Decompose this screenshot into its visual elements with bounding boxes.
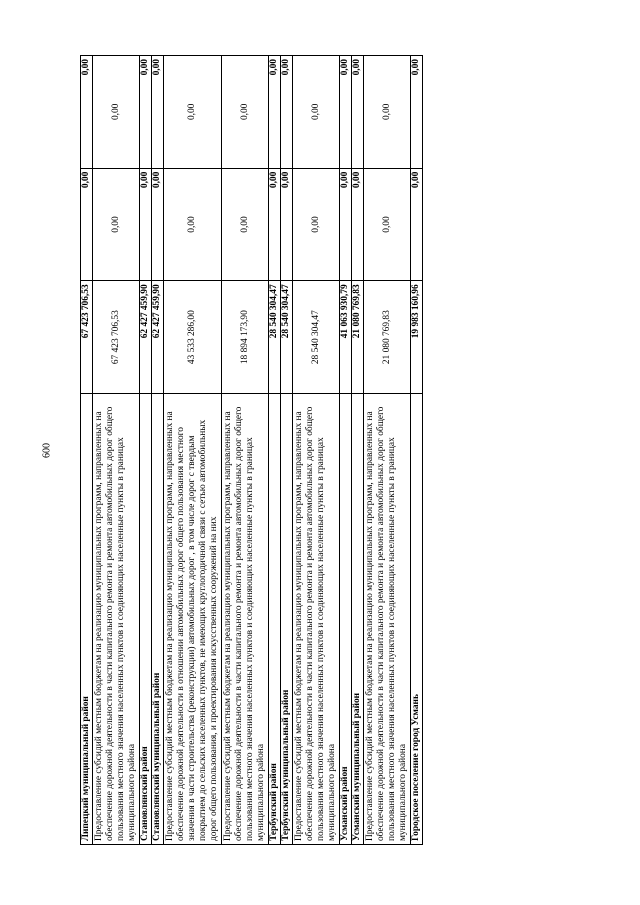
row-value-2-cell: 0,00 [81,168,93,281]
row-value-3-cell: 0,00 [364,56,411,169]
row-name-cell: Предоставление субсидий местным бюджетам на реализацию муниципальных программ, направленных на обеспечение дорожной деятельности в отношении автомобильных дорог общего пользования местного значения в части строительства (реконструкции) автомобильных дорог , в том числе дорог с твердым покрытием до сельских населенных пунктов, не имеющих круглогодичной связи с сетью автомобильных дорог общего пользования, и проектирования искусственных сооружений на них [164,394,222,845]
row-value-1-cell: 67 423 706,53 [81,281,93,394]
table-row [93,56,140,845]
row-value-1-cell: 41 063 930,79 [340,281,352,394]
row-value-3-cell: 0,00 [164,56,222,169]
budget-table [80,55,423,845]
row-value-2-cell: 0,00 [140,168,152,281]
row-name-cell: Предоставление субсидий местным бюджетам на реализацию муниципальных программ, направленных на обеспечение дорожной деятельности в части капитального ремонта и ремонта автомобильных дорог общего пользования местного значения населенных пунктов и соединяющих населенные пункты в границах муниципального района [364,394,411,845]
row-name-cell: Становлянский район [140,394,152,845]
table-row [340,56,352,845]
row-value-3-cell: 0,00 [340,56,352,169]
row-value-2-cell: 0,00 [293,168,340,281]
row-name-cell: Городское поселение город Усмань [411,394,423,845]
row-name-cell: Тербунский район [269,394,281,845]
table-row [411,56,423,845]
budget-table-body [81,56,423,845]
rotated-table-container [80,55,590,845]
row-name-cell: Усманский район [340,394,352,845]
row-name-cell: Липецкий муниципальный район [81,394,93,845]
table-row [352,56,364,845]
row-value-1-cell: 19 983 160,96 [411,281,423,394]
row-value-3-cell: 0,00 [152,56,164,169]
table-row [140,56,152,845]
row-value-1-cell: 62 427 459,90 [140,281,152,394]
row-value-2-cell: 0,00 [340,168,352,281]
table-row [164,56,222,845]
row-value-3-cell: 0,00 [93,56,140,169]
row-value-3-cell: 0,00 [269,56,281,169]
row-value-2-cell: 0,00 [93,168,140,281]
row-value-2-cell: 0,00 [411,168,423,281]
row-value-3-cell: 0,00 [411,56,423,169]
row-value-1-cell: 62 427 459,90 [152,281,164,394]
table-row [364,56,411,845]
row-name-cell: Тербунский муниципальный район [281,394,293,845]
table-row [81,56,93,845]
row-name-cell: Предоставление субсидий местным бюджетам на реализацию муниципальных программ, направленных на обеспечение дорожной деятельности в части капитального ремонта и ремонта автомобильных дорог общего пользования местного значения населенных пунктов и соединяющих населенные пункты в границах муниципального района [222,394,269,845]
row-value-3-cell: 0,00 [81,56,93,169]
row-name-cell: Предоставление субсидий местным бюджетам на реализацию муниципальных программ, направленных на обеспечение дорожной деятельности в части капитального ремонта и ремонта автомобильных дорог общего пользования местного значения населенных пунктов и соединяющих населенные пункты в границах муниципального района [93,394,140,845]
row-value-1-cell: 18 894 173,90 [222,281,269,394]
row-value-3-cell: 0,00 [281,56,293,169]
row-value-1-cell: 28 540 304,47 [281,281,293,394]
table-row [293,56,340,845]
row-value-2-cell: 0,00 [164,168,222,281]
table-row [281,56,293,845]
row-value-2-cell: 0,00 [269,168,281,281]
row-value-1-cell: 43 533 286,00 [164,281,222,394]
row-value-2-cell: 0,00 [222,168,269,281]
row-value-1-cell: 21 080 769,83 [352,281,364,394]
row-value-3-cell: 0,00 [352,56,364,169]
row-value-1-cell: 67 423 706,53 [93,281,140,394]
page-number: 600 [41,443,53,458]
row-value-2-cell: 0,00 [281,168,293,281]
row-value-2-cell: 0,00 [152,168,164,281]
row-value-3-cell: 0,00 [222,56,269,169]
row-value-2-cell: 0,00 [364,168,411,281]
table-row [152,56,164,845]
row-value-1-cell: 28 540 304,47 [293,281,340,394]
row-name-cell: Становлянский муниципальный район [152,394,164,845]
table-row [222,56,269,845]
row-value-1-cell: 28 540 304,47 [269,281,281,394]
row-value-1-cell: 21 080 769,83 [364,281,411,394]
row-value-3-cell: 0,00 [140,56,152,169]
row-name-cell: Усманский муниципальный район [352,394,364,845]
table-row [269,56,281,845]
row-value-2-cell: 0,00 [352,168,364,281]
row-name-cell: Предоставление субсидий местным бюджетам на реализацию муниципальных программ, направленных на обеспечение дорожной деятельности в части капитального ремонта и ремонта автомобильных дорог общего пользования местного значения населенных пунктов и соединяющих населенные пункты в границах муниципального района [293,394,340,845]
row-value-3-cell: 0,00 [293,56,340,169]
